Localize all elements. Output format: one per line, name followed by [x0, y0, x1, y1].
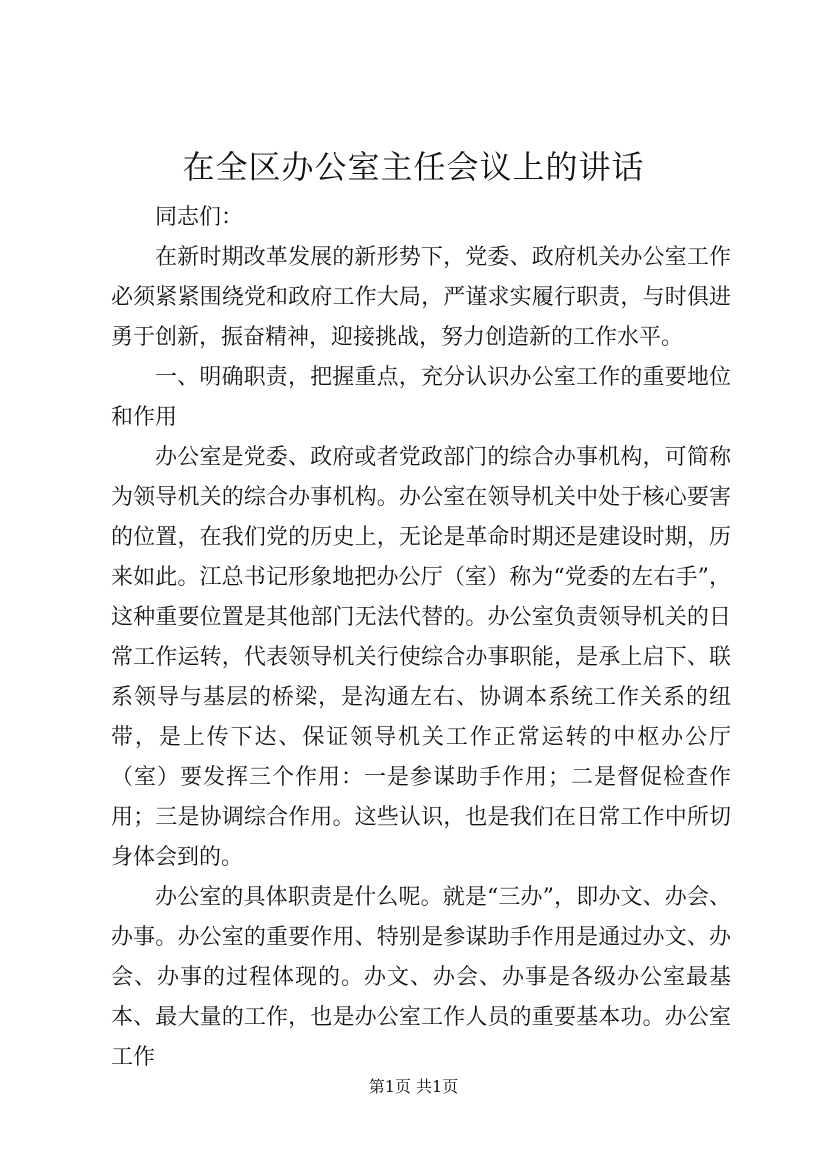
greeting: 同志们：: [155, 205, 244, 230]
document-title: 在全区办公室主任会议上的讲话: [182, 148, 645, 186]
paragraph-role: 办公室是党委、政府或者党政部门的综合办事机构，可简称为领导机关的综合办事机构。办公室在领导机关中处于核心要害的位置，在我们党的历史上，无论是革命时期还是建设时期，历来如此。江总书记形象地把办公厅（室）称为“党委的左右手”，这种重要位置是其他部门无法代替的。办公室负责领导机关的日常工作运转，代表领导机关行使综合办事职能，是承上启下、联系领导与基层的桥梁，是沟通左右、协调本系统工作关系的纽带，是上传下达、保证领导机关工作正常运转的中枢办公厅（室）要发挥三个作用：一是参谋助手作用；二是督促检查作用；三是协调综合作用。这些认识，也是我们在日常工作中所切身体会到的。: [111, 445, 731, 870]
paragraph-duties: 办公室的具体职责是什么呢。就是“三办”，即办文、办会、办事。办公室的重要作用、特别是参谋助手作用是通过办文、办会、办事的过程体现的。办文、办会、办事是各级办公室最基本、最大量的工作，也是办公室工作人员的重要基本功。办公室工作: [111, 885, 731, 1070]
document-body: [111, 198, 731, 1078]
page-footer: 第1页 共1页: [368, 1077, 459, 1096]
section-heading-1: 一、明确职责，把握重点，充分认识办公室工作的重要地位和作用: [111, 365, 731, 430]
paragraph-intro: 在新时期改革发展的新形势下，党委、政府机关办公室工作必须紧紧围绕党和政府工作大局，严谨求实履行职责，与时俱进勇于创新，振奋精神，迎接挑战，努力创造新的工作水平。: [111, 245, 731, 350]
